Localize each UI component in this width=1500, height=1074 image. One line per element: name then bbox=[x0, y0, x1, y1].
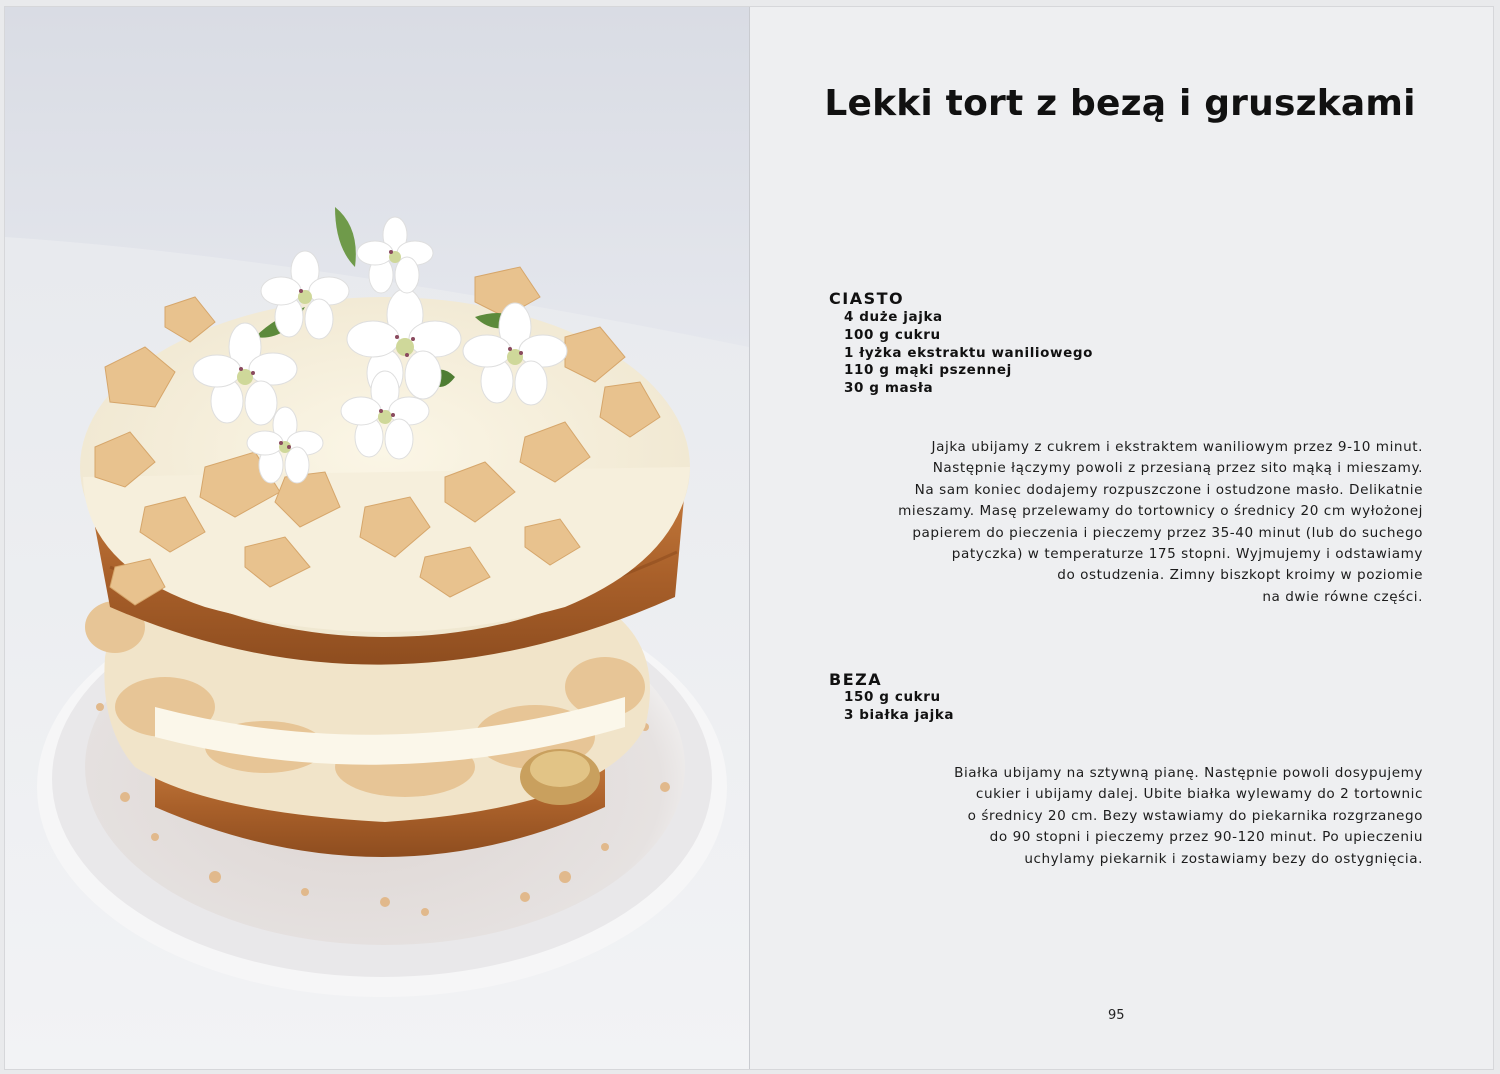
method-line: Na sam koniec dodajemy rozpuszczone i ostudzone masło. Delikatnie bbox=[914, 481, 1423, 498]
section-heading-ciasto: CIASTO bbox=[829, 289, 905, 308]
ingredient-item: 4 duże jajka bbox=[844, 309, 943, 325]
recipe-title: Lekki tort z bezą i gruszkami bbox=[824, 83, 1416, 124]
ingredient-item: 100 g cukru bbox=[844, 326, 941, 343]
recipe-page bbox=[750, 7, 1493, 1069]
method-line: cukier i ubijamy dalej. Ubite białka wylewamy do 2 tortownic bbox=[975, 786, 1423, 803]
method-line: na dwie równe części. bbox=[1262, 588, 1423, 605]
ingredient-item: 1 łyżka ekstraktu waniliowego bbox=[844, 344, 1093, 361]
method-line: do ostudzenia. Zimny biszkopt kroimy w poziomie bbox=[1057, 567, 1423, 584]
ingredient-item: 110 g mąki pszennej bbox=[844, 362, 1012, 379]
method-line: papierem do pieczenia i pieczemy przez 35-40 minut (lub do suchego bbox=[912, 524, 1423, 541]
section-heading-beza: BEZA bbox=[829, 670, 883, 689]
method-line: Następnie łączymy powoli z przesianą przez sito mąką i mieszamy. bbox=[932, 460, 1423, 477]
ingredient-item: 150 g cukru bbox=[844, 689, 941, 705]
book-spread bbox=[4, 6, 1494, 1070]
ingredient-list-ciasto bbox=[844, 309, 1093, 398]
method-text-ciasto bbox=[898, 437, 1423, 608]
method-line: o średnicy 20 cm. Bezy wstawiamy do piekarnika rozgrzanego bbox=[967, 807, 1423, 824]
ingredient-list-beza bbox=[844, 689, 954, 725]
method-line: do 90 stopni i pieczemy przez 90-120 minut. Po upieczeniu bbox=[989, 829, 1423, 846]
method-line: mieszamy. Masę przelewamy do tortownicy o średnicy 20 cm wyłożonej bbox=[898, 503, 1423, 520]
method-line: patyczka) w temperaturze 175 stopni. Wyjmujemy i odstawiamy bbox=[951, 546, 1423, 563]
method-text-beza bbox=[954, 763, 1423, 870]
method-line: Jajka ubijamy z cukrem i ekstraktem waniliowym przez 9-10 minut. bbox=[931, 439, 1423, 455]
page-number: 95 bbox=[1108, 1008, 1125, 1023]
method-line: Białka ubijamy na sztywną pianę. Następnie powoli dosypujemy bbox=[954, 765, 1423, 781]
cake-photo-illustration bbox=[5, 7, 749, 1069]
ingredient-item: 30 g masła bbox=[844, 380, 934, 397]
method-line: uchylamy piekarnik i zostawiamy bezy do ostygnięcia. bbox=[1024, 850, 1423, 867]
ingredient-item: 3 białka jajka bbox=[844, 706, 955, 723]
cake-photo bbox=[5, 7, 750, 1069]
